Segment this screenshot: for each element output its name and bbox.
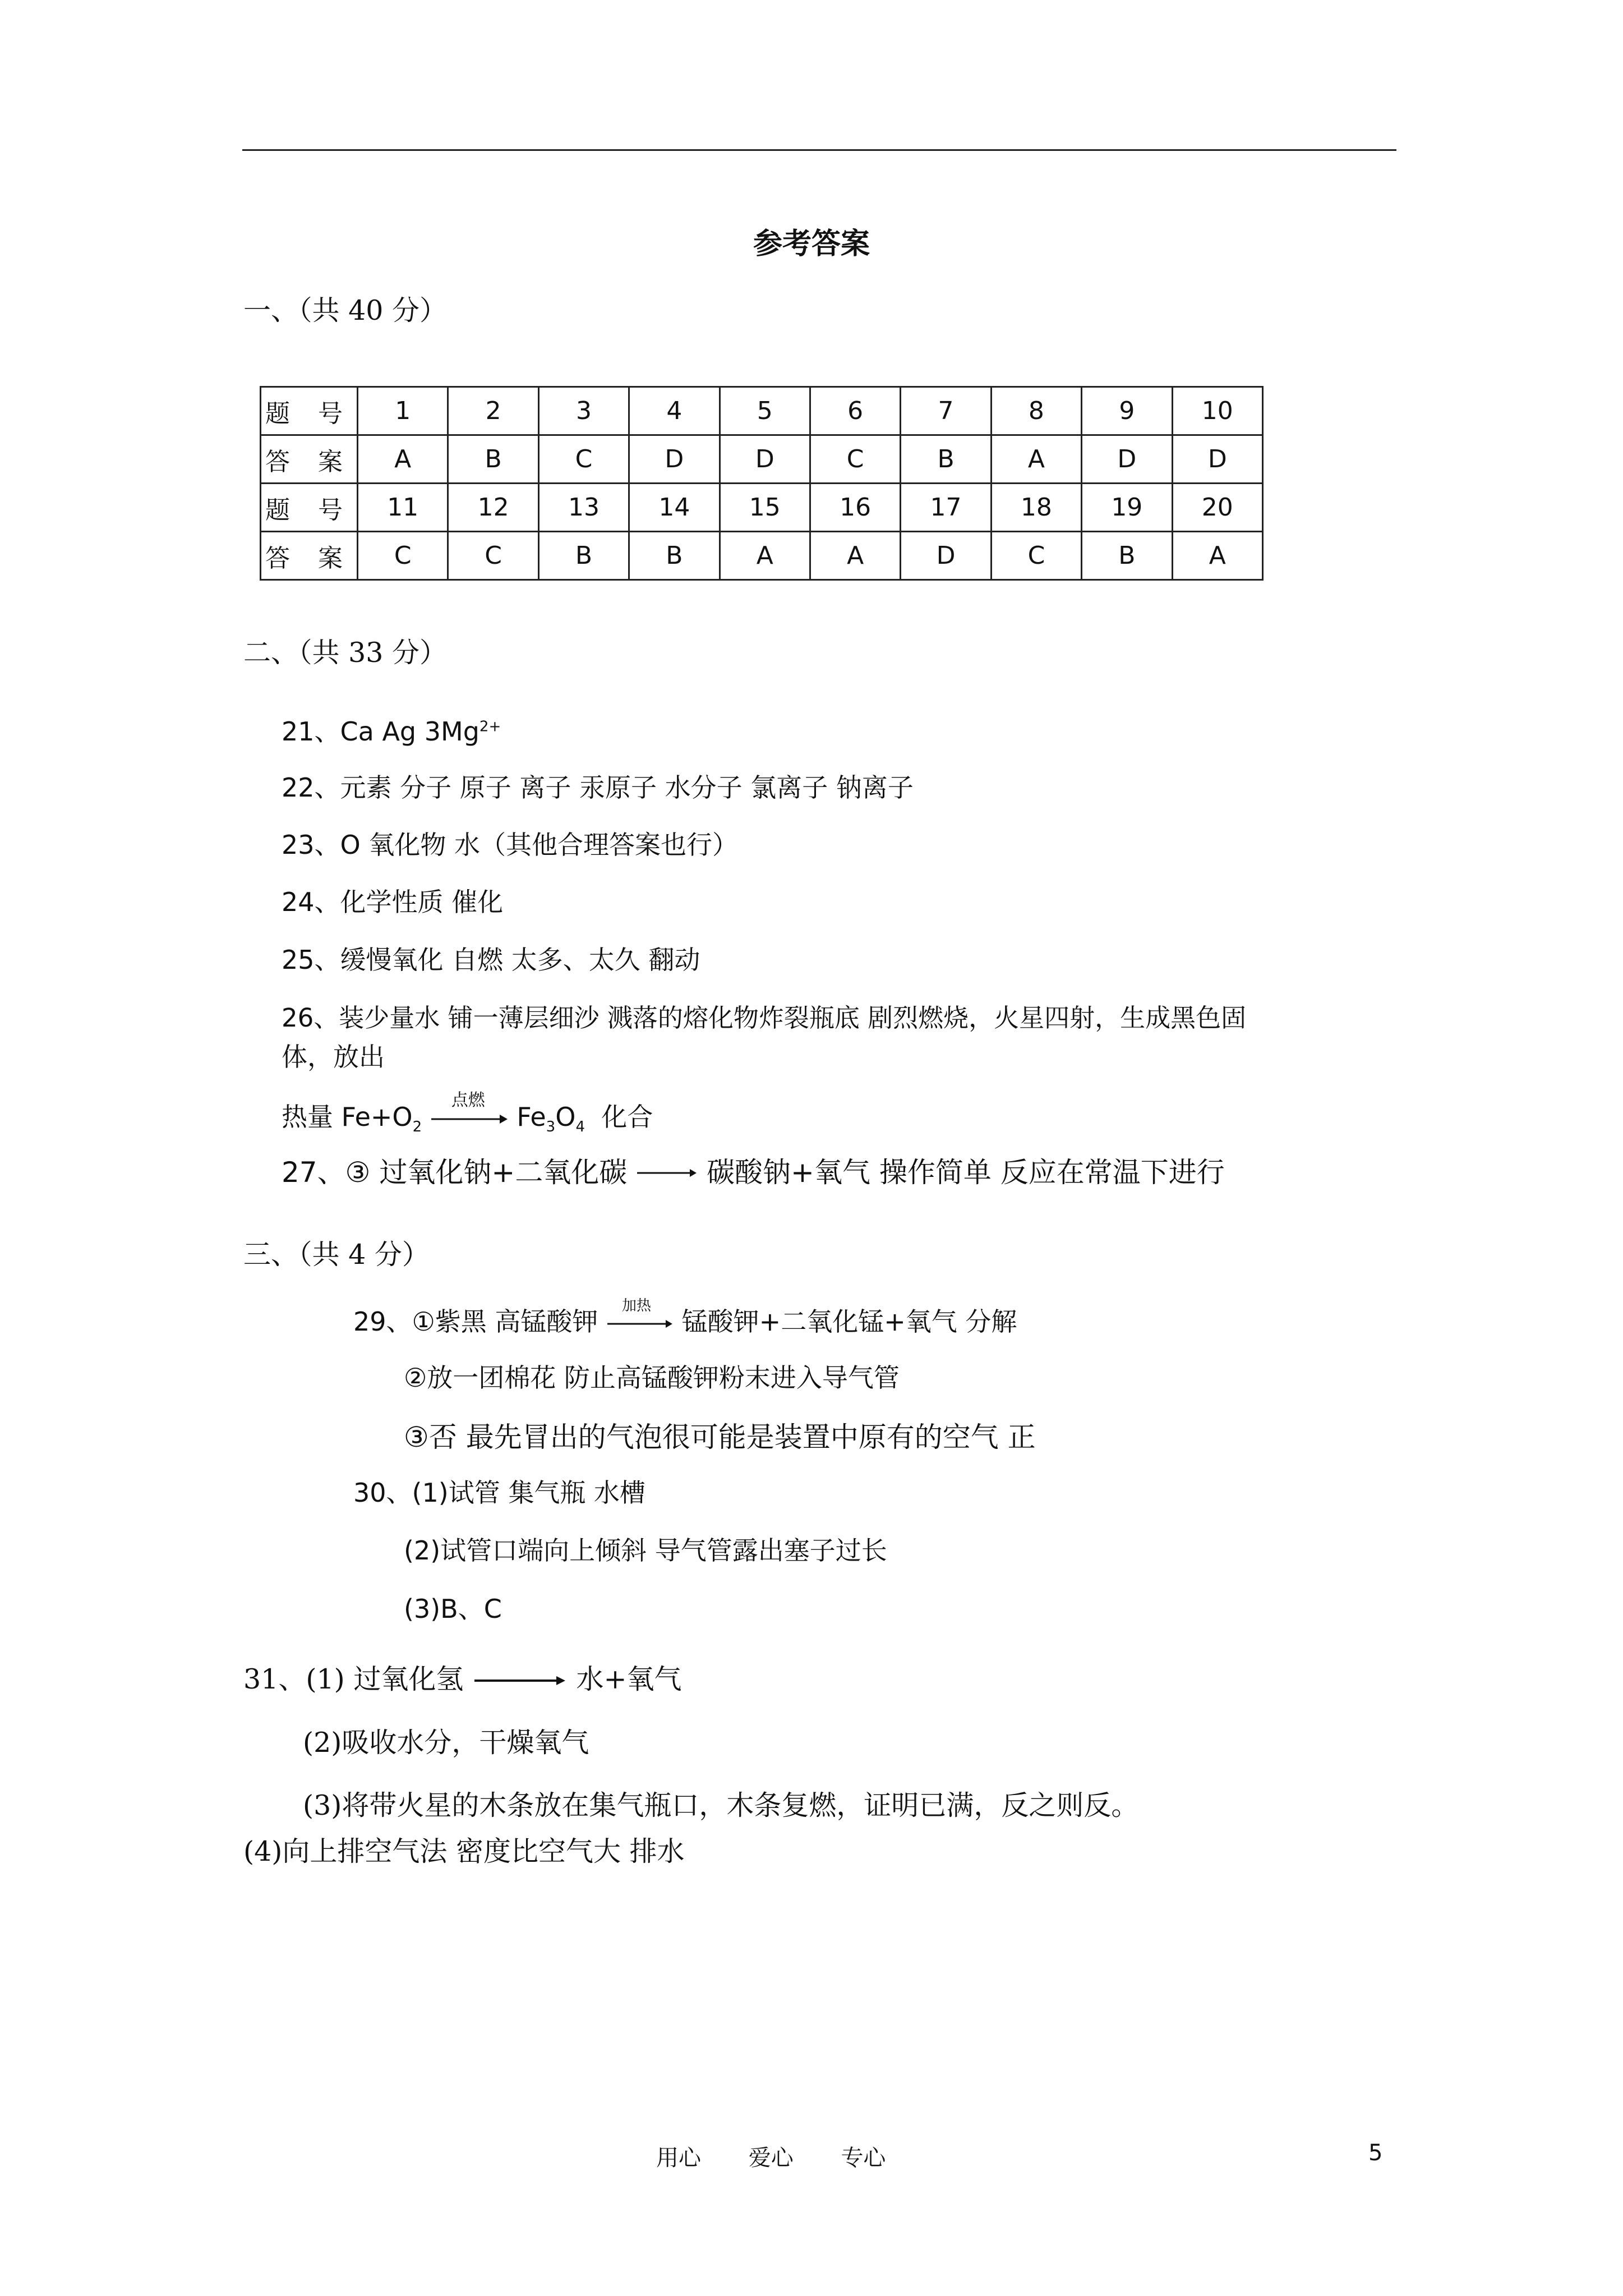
table-cell: D <box>1172 435 1262 484</box>
table-cell: 19 <box>1082 484 1172 532</box>
answer-31-reactant: 31、(1) 过氧化氢 <box>243 1663 464 1695</box>
table-cell: B <box>448 435 538 484</box>
arrow-icon <box>636 1162 698 1184</box>
answer-24: 24、化学性质 催化 <box>282 887 504 917</box>
table-cell: 4 <box>629 387 720 435</box>
row-label: 答 案 <box>261 532 358 580</box>
reaction-arrow <box>472 1665 568 1697</box>
table-cell: B <box>901 435 991 484</box>
answer-26-line1: 26、装少量水 铺一薄层细沙 溅落的熔化物炸裂瓶底 剧烈燃烧，火星四射，生成黑色固 <box>282 1003 1247 1033</box>
footer-item: 爱心 <box>748 2145 794 2171</box>
table-cell: 15 <box>720 484 810 532</box>
answer-31-products: 水+氧气 <box>576 1663 682 1695</box>
section3-heading: 三、（共 4 分） <box>243 1239 430 1271</box>
table-cell: C <box>810 435 900 484</box>
table-row <box>261 387 1263 435</box>
table-cell: C <box>991 532 1081 580</box>
answer-27-reactants: 27、③ 过氧化钠+二氧化碳 <box>282 1156 628 1189</box>
table-cell: 11 <box>358 484 448 532</box>
table-cell: A <box>810 532 900 580</box>
table-cell: 2 <box>448 387 538 435</box>
product-o: O <box>555 1102 576 1132</box>
table-cell: 20 <box>1172 484 1262 532</box>
header-rule <box>242 149 1396 151</box>
table-cell: 14 <box>629 484 720 532</box>
answer-22: 22、元素 分子 原子 离子 汞原子 水分子 氯离子 钠离子 <box>282 772 914 803</box>
subscript: 4 <box>575 1119 585 1136</box>
table-cell: 3 <box>538 387 629 435</box>
answer-23: 23、O 氧化物 水（其他合理答案也行） <box>282 830 738 860</box>
table-row <box>261 435 1263 484</box>
table-cell: D <box>629 435 720 484</box>
section1-heading: 一、（共 40 分） <box>243 295 448 326</box>
table-cell: 6 <box>810 387 900 435</box>
table-cell: 10 <box>1172 387 1262 435</box>
table-cell: D <box>720 435 810 484</box>
table-cell: 8 <box>991 387 1081 435</box>
answer-29-2: ②放一团棉花 防止高锰酸钾粉末进入导气管 <box>404 1363 900 1393</box>
reaction-condition: 点燃 <box>451 1090 485 1110</box>
table-cell: D <box>901 532 991 580</box>
reaction-arrow <box>636 1158 698 1191</box>
table-cell: C <box>448 532 538 580</box>
answer-30-1: 30、(1)试管 集气瓶 水槽 <box>353 1478 645 1508</box>
table-cell: 7 <box>901 387 991 435</box>
table-cell: B <box>629 532 720 580</box>
answer-29-1 <box>353 1297 1017 1338</box>
row-label: 题 号 <box>261 484 358 532</box>
product: Fe <box>517 1102 546 1132</box>
subscript: 3 <box>546 1119 556 1136</box>
arrow-icon <box>472 1668 568 1691</box>
table-cell: 1 <box>358 387 448 435</box>
answer-table <box>260 386 1264 581</box>
reaction-condition: 加热 <box>622 1297 652 1314</box>
table-cell: 17 <box>901 484 991 532</box>
answer-27-products: 碳酸钠+氧气 操作简单 反应在常温下进行 <box>707 1156 1225 1189</box>
footer-item: 用心 <box>656 2145 701 2171</box>
footer-motto <box>656 2140 886 2172</box>
answer-25: 25、缓慢氧化 自燃 太多、太久 翻动 <box>282 945 700 975</box>
answer-31-4: (4)向上排空气法 密度比空气大 排水 <box>243 1835 685 1867</box>
table-cell: 18 <box>991 484 1081 532</box>
table-cell: B <box>538 532 629 580</box>
table-row <box>261 532 1263 580</box>
answer-27 <box>282 1150 1225 1191</box>
answer-26-line2: 体，放出 <box>282 1042 385 1072</box>
table-cell: A <box>991 435 1081 484</box>
table-cell: 5 <box>720 387 810 435</box>
row-label: 答 案 <box>261 435 358 484</box>
answer-21 <box>282 711 501 748</box>
answer-29-products: 锰酸钾+二氧化锰+氧气 分解 <box>681 1306 1017 1337</box>
section2-heading: 二、（共 33 分） <box>243 637 448 669</box>
table-row <box>261 484 1263 532</box>
table-cell: 9 <box>1082 387 1172 435</box>
footer-item: 专心 <box>841 2145 886 2171</box>
answer-29-3: ③否 最先冒出的气泡很可能是装置中原有的空气 正 <box>404 1421 1036 1453</box>
answer-21-text: 21、Ca Ag 3Mg <box>282 716 479 747</box>
answer-31-1 <box>243 1658 682 1697</box>
table-cell: B <box>1082 532 1172 580</box>
table-cell: D <box>1082 435 1172 484</box>
answer-30-3: (3)B、C <box>404 1594 502 1624</box>
table-cell: C <box>358 532 448 580</box>
table-cell: 12 <box>448 484 538 532</box>
table-cell: A <box>720 532 810 580</box>
answer-31-2: (2)吸收水分，干燥氧气 <box>303 1727 589 1759</box>
table-cell: A <box>358 435 448 484</box>
table-cell: C <box>538 435 629 484</box>
subscript: 2 <box>412 1119 422 1136</box>
charge-superscript: 2+ <box>479 718 501 735</box>
row-label: 题 号 <box>261 387 358 435</box>
page-title: 参考答案 <box>753 227 870 261</box>
answer-30-2: (2)试管口端向上倾斜 导气管露出塞子过长 <box>404 1535 887 1566</box>
reaction-type: 化合 <box>584 1102 653 1132</box>
answer-29-reactant: 29、①紫黑 高锰酸钾 <box>353 1306 598 1337</box>
reaction-arrow <box>606 1297 674 1337</box>
table-cell: A <box>1172 532 1262 580</box>
reactants: 热量 Fe+O <box>282 1102 413 1132</box>
answer-31-3: (3)将带火星的木条放在集气瓶口，木条复燃，证明已满，反之则反。 <box>303 1789 1139 1821</box>
table-cell: 13 <box>538 484 629 532</box>
page-number: 5 <box>1368 2140 1383 2166</box>
table-cell: 16 <box>810 484 900 532</box>
reaction-arrow <box>430 1090 509 1133</box>
answer-26-equation <box>282 1090 653 1136</box>
